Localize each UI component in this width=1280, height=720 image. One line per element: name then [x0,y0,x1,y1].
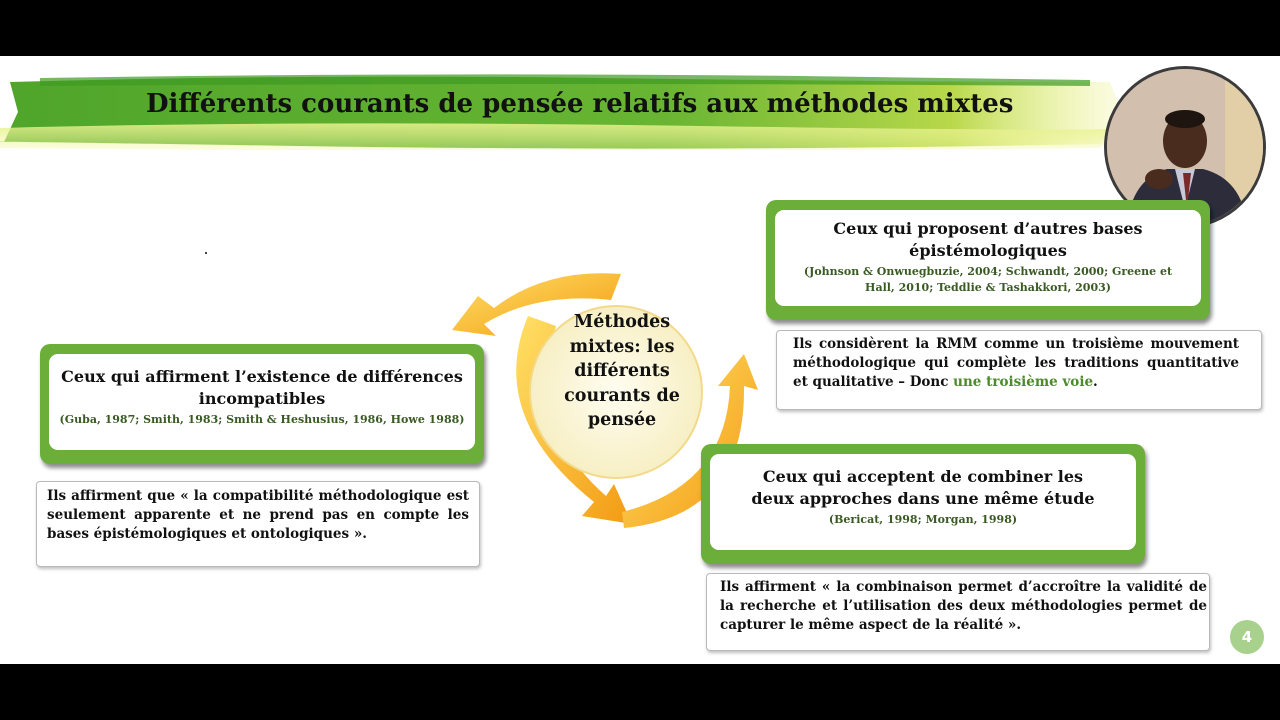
box-heading: Ceux qui proposent d’autres bases épistémologiques [833,219,1143,260]
box-combine-approaches [701,444,1145,564]
slide [0,56,1280,664]
highlight-third-way: une troisième voie [953,374,1094,390]
box-references: (Bericat, 1998; Morgan, 1998) [828,513,1018,526]
box-references: (Johnson & Onwuegbuzie, 2004; Schwandt, 2000; Greene et Hall, 2010; Teddlie & Tashakkori, 2003) [803,265,1173,294]
box-heading: Ceux qui acceptent de combiner les deux approches dans une même étude [751,467,1095,508]
note-combine-approaches: Ils affirment « la combinaison permet d’accroître la validité de la recherche et l’utilisation des deux méthodologies permet de capturer le même aspect de la réalité ». [706,573,1210,651]
box-references: (Guba, 1987; Smith, 1983; Smith & Heshusius, 1986, Howe 1988) [59,413,465,426]
box-other-epistemological-bases [766,200,1210,320]
letterbox-bottom [0,664,1280,720]
slide-title: Différents courants de pensée relatifs aux méthodes mixtes [146,89,1014,119]
letterbox-top [0,0,1280,56]
note-incompatible-differences: Ils affirment que « la compatibilité méthodologique est seulement apparente et ne prend pas en compte les bases épistémologiques et ontologiques ». [36,481,480,567]
stray-dot [205,252,207,254]
box-incompatible-differences [40,344,484,464]
page-number-badge: 4 [1230,620,1264,654]
note-third-way: Ils considèrent la RMM comme un troisième mouvement méthodologique qui complète les traditions quantitative et qualitative – Donc une troisième voie. [776,330,1262,410]
center-label: Méthodes mixtes: les différents courants de pensée [564,312,680,430]
box-heading: Ceux qui affirment l’existence de différences incompatibles [61,367,463,408]
